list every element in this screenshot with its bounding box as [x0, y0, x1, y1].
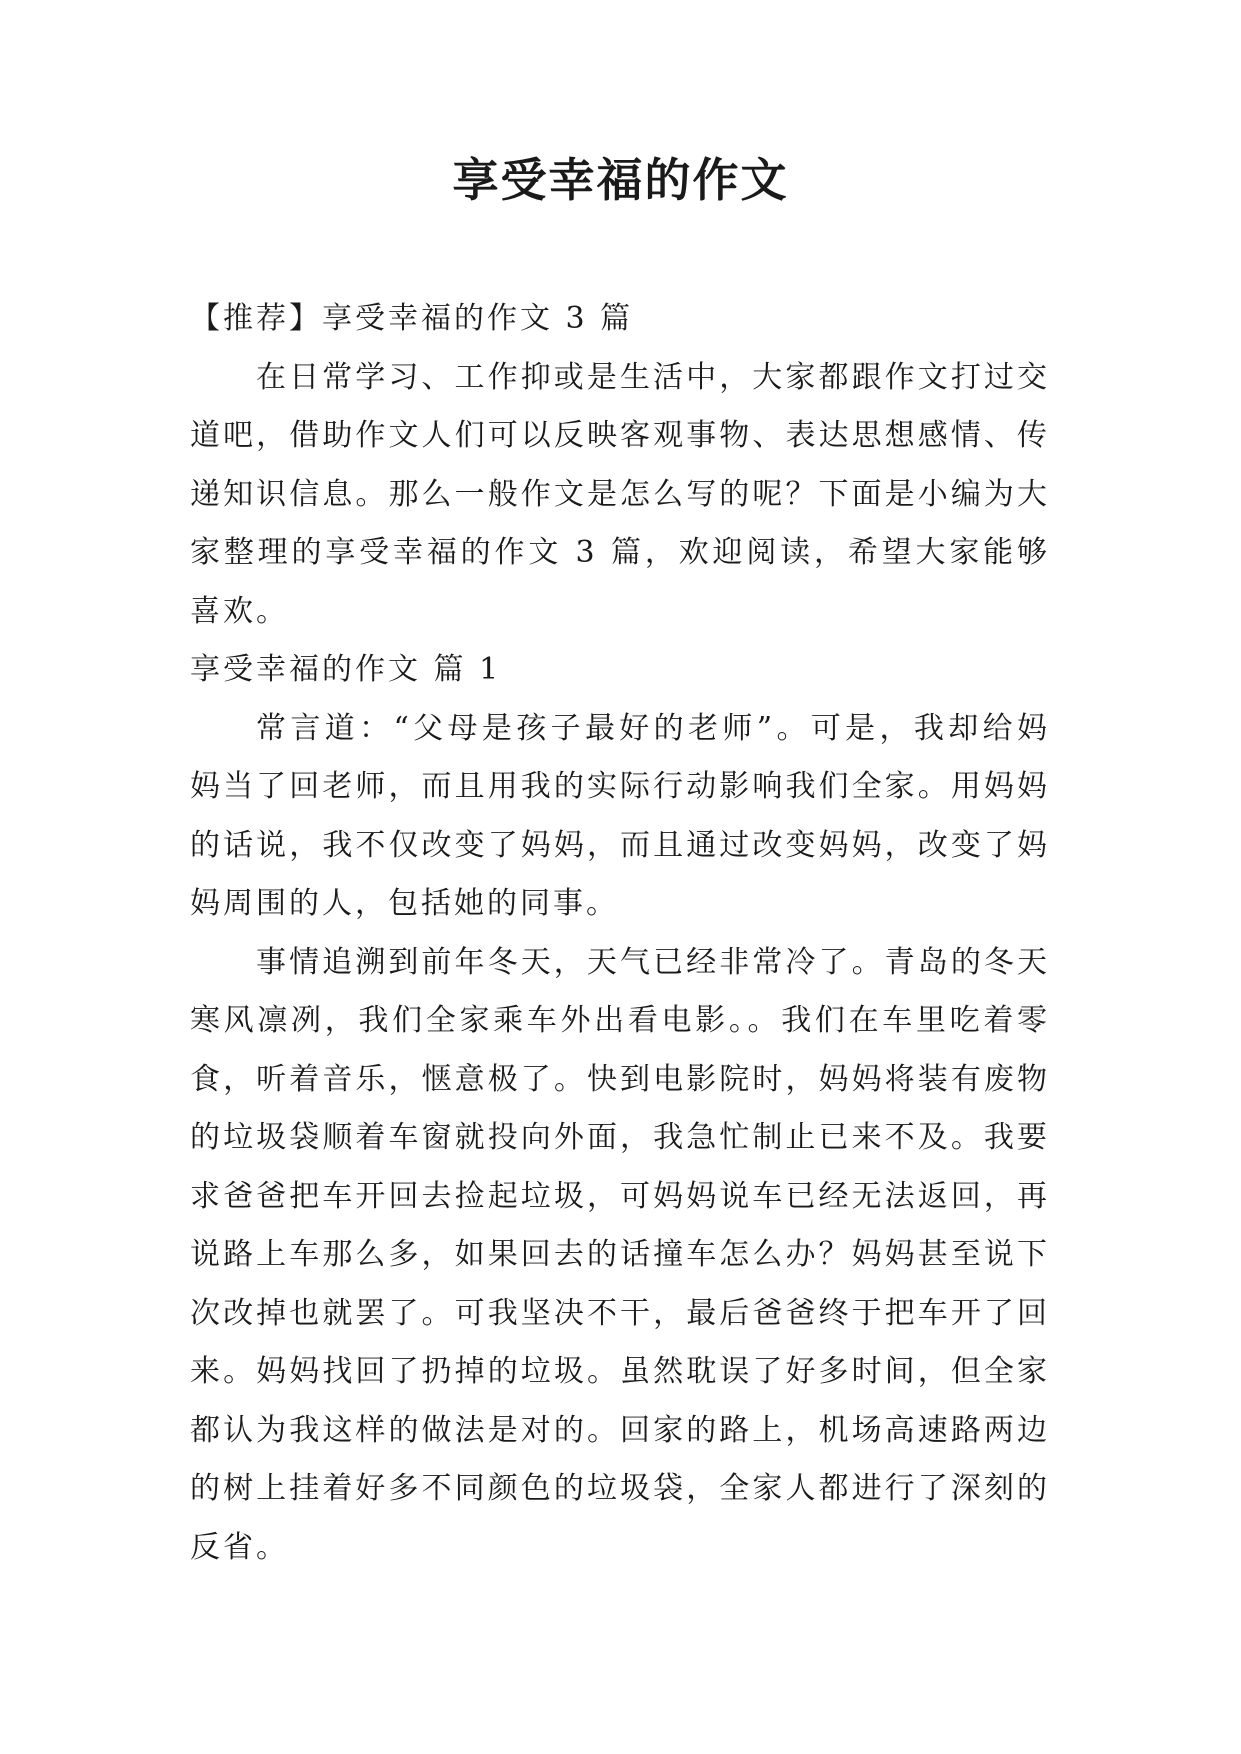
paragraph-body: 事情追溯到前年冬天，天气已经非常冷了。青岛的冬天寒风凛冽，我们全家乘车外出看电影。。我们在车里吃着零食，听着音乐，惬意极了。快到电影院时，妈妈将装有废物的垃圾袋顺着车窗就投向外面，我急忙制止已来不及。我要求爸爸把车开回去捡起垃圾，可妈妈说车已经无法返回，再说路上车那么多，如果回去的话撞车怎么办？妈妈甚至说下次改掉也就罢了。可我坚决不干，最后爸爸终于把车开了回来。妈妈找回了扔掉的垃圾。虽然耽误了好多时间，但全家都认为我这样的做法是对的。回家的路上，机场高速路两边的树上挂着好多不同颜色的垃圾袋，全家人都进行了深刻的反省。 — [190, 944, 1050, 1565]
document-body — [190, 290, 1050, 1577]
paragraph-body: 常言道：“父母是孩子最好的老师”。可是，我却给妈妈当了回老师，而且用我的实际行动影响我们全家。用妈妈的话说，我不仅改变了妈妈，而且通过改变妈妈，改变了妈妈周围的人，包括她的同事。 — [190, 710, 1050, 921]
section-heading: 享受幸福的作文 篇 1 — [190, 652, 502, 687]
document-title: 享受幸福的作文 — [452, 153, 789, 207]
paragraph-intro: 在日常学习、工作抑或是生活中，大家都跟作文打过交道吧，借助作文人们可以反映客观事物、表达思想感情、传递知识信息。那么一般作文是怎么写的呢？下面是小编为大家整理的享受幸福的作文 3 篇，欢迎阅读，希望大家能够喜欢。 — [190, 359, 1050, 629]
paragraph-heading: 【推荐】享受幸福的作文 3 篇 — [190, 301, 634, 336]
